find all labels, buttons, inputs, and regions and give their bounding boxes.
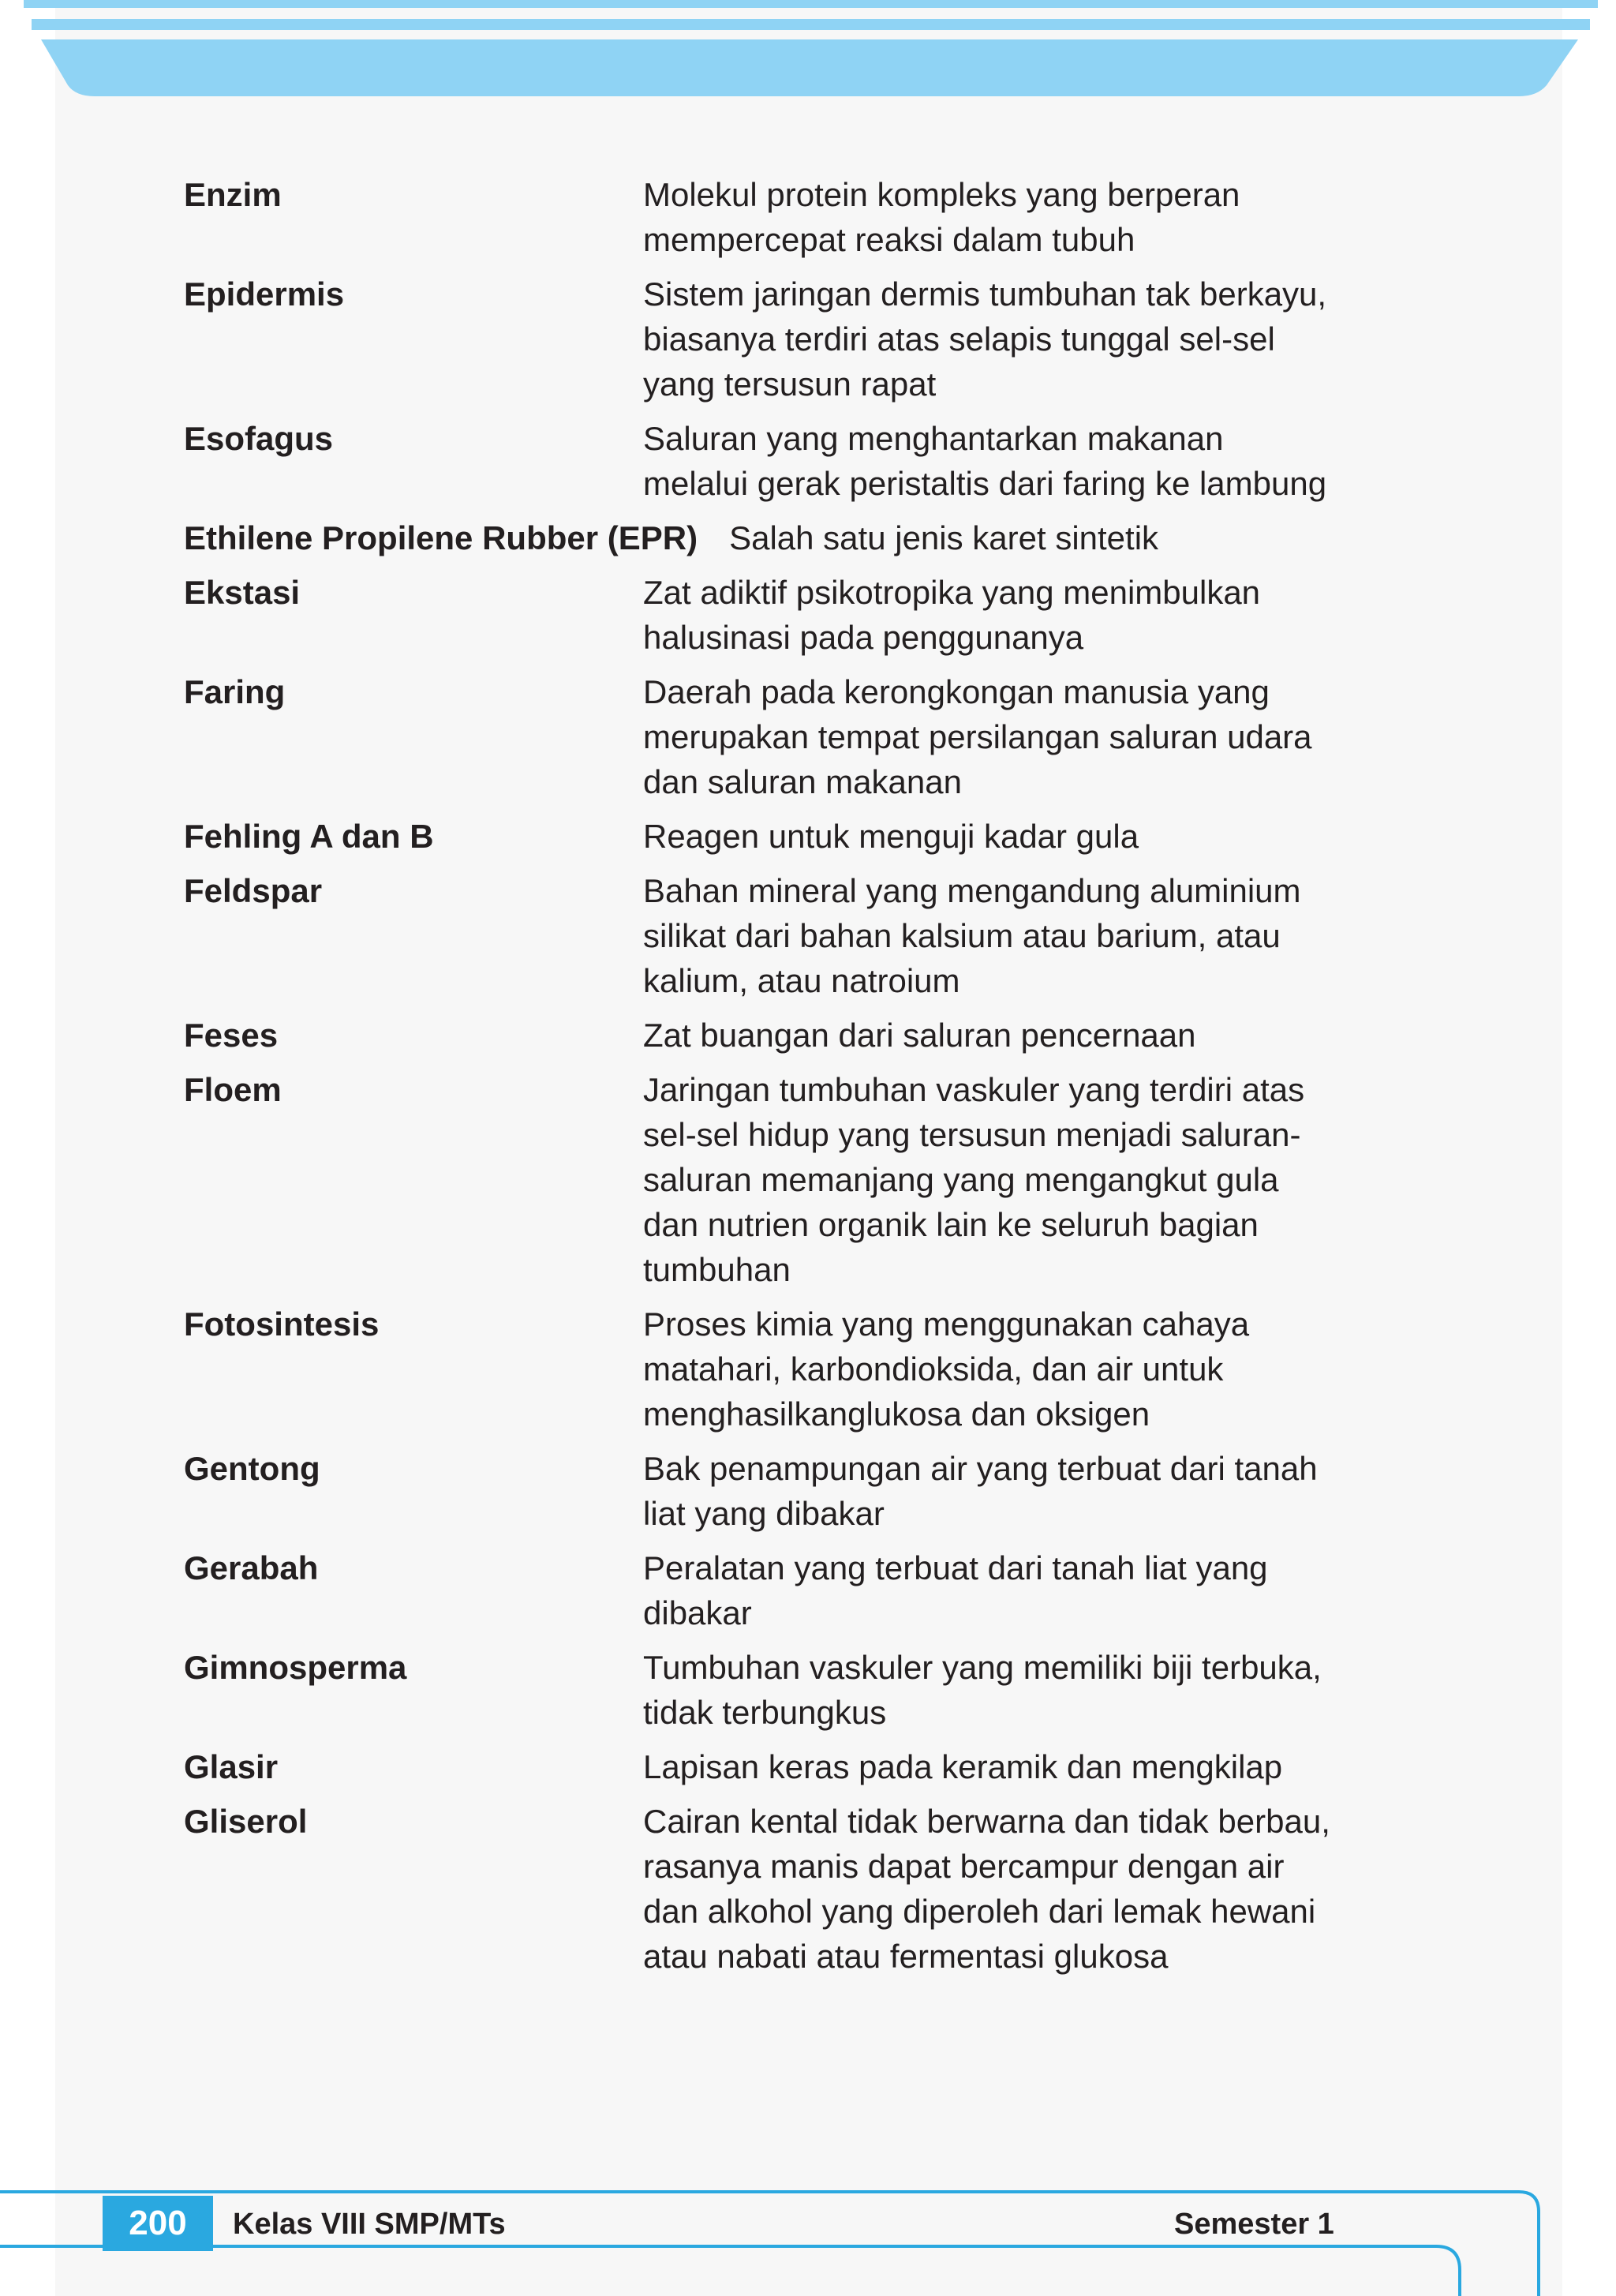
glossary-entry — [184, 416, 1415, 506]
glossary-term: Gliserol — [184, 1803, 308, 1840]
glossary-term: Ekstasi — [184, 574, 301, 611]
glossary-list — [184, 172, 1415, 1988]
header-band — [41, 39, 1578, 96]
glossary-definition: Reagen untuk menguji kadar gula — [643, 818, 1139, 855]
header-stripe-middle — [32, 19, 1590, 30]
glossary-entry — [184, 1744, 1415, 1789]
glossary-entry — [184, 1067, 1415, 1292]
header-decoration — [0, 0, 1616, 103]
semester-label: Semester 1 — [1174, 2208, 1334, 2241]
glossary-definition: Daerah pada kerongkongan manusia yang merupakan tempat persilangan saluran udara dan saluran makanan — [643, 673, 1312, 800]
glossary-term: Glasir — [184, 1748, 279, 1785]
glossary-entry — [184, 1799, 1415, 1979]
glossary-entry — [184, 814, 1415, 859]
glossary-entry — [184, 1645, 1415, 1735]
glossary-entry — [184, 669, 1415, 804]
glossary-term: Enzim — [184, 176, 282, 213]
glossary-term: Gerabah — [184, 1549, 319, 1586]
glossary-definition: Bak penampungan air yang terbuat dari tanah liat yang dibakar — [643, 1450, 1318, 1532]
glossary-entry — [184, 1446, 1415, 1536]
glossary-definition: Bahan mineral yang mengandung aluminium silikat dari bahan kalsium atau barium, atau kalium, atau natroium — [643, 872, 1301, 999]
glossary-entry — [184, 570, 1415, 660]
glossary-entry — [184, 1545, 1415, 1635]
glossary-term: Esofagus — [184, 420, 334, 457]
glossary-entry — [184, 1302, 1415, 1436]
glossary-definition: Lapisan keras pada keramik dan mengkilap — [643, 1748, 1283, 1785]
header-stripe-top — [24, 0, 1598, 8]
book-title: Kelas VIII SMP/MTs — [233, 2208, 506, 2241]
glossary-definition: Jaringan tumbuhan vaskuler yang terdiri atas sel-sel hidup yang tersusun menjadi saluran- saluran memanjang yang mengangkut gula dan nutrien organik lain ke seluruh bagian tumbuhan — [643, 1071, 1305, 1288]
glossary-definition: Molekul protein kompleks yang berperan mempercepat reaksi dalam tubuh — [643, 176, 1240, 258]
glossary-term: Feses — [184, 1017, 279, 1054]
glossary-term: Gimnosperma — [184, 1649, 407, 1686]
glossary-term: Feldspar — [184, 872, 323, 909]
glossary-term: Floem — [184, 1071, 282, 1108]
glossary-definition: Zat buangan dari saluran pencernaan — [643, 1017, 1196, 1054]
glossary-definition: Zat adiktif psikotropika yang menimbulkan halusinasi pada penggunanya — [643, 574, 1261, 656]
glossary-definition: Saluran yang menghantarkan makanan melalui gerak peristaltis dari faring ke lambung — [643, 420, 1327, 502]
glossary-entry — [184, 272, 1415, 406]
glossary-definition: Peralatan yang terbuat dari tanah liat yang dibakar — [643, 1549, 1268, 1631]
glossary-term: Epidermis — [184, 275, 345, 313]
glossary-term: Gentong — [184, 1450, 320, 1487]
glossary-term: Ethilene Propilene Rubber (EPR) — [184, 519, 698, 556]
glossary-definition: Sistem jaringan dermis tumbuhan tak berkayu, biasanya terdiri atas selapis tunggal sel-sel yang tersusun rapat — [643, 275, 1327, 403]
glossary-entry — [184, 515, 1415, 560]
glossary-entry — [184, 172, 1415, 262]
glossary-definition: Tumbuhan vaskuler yang memiliki biji terbuka, tidak terbungkus — [643, 1649, 1322, 1731]
glossary-term: Fehling A dan B — [184, 818, 434, 855]
glossary-definition: Cairan kental tidak berwarna dan tidak berbau, rasanya manis dapat bercampur dengan air dan alkohol yang diperoleh dari lemak hewani atau nabati atau fermentasi glukosa — [643, 1803, 1330, 1975]
glossary-entry — [184, 1013, 1415, 1058]
footer-border-inner — [0, 2246, 1460, 2296]
glossary-term: Faring — [184, 673, 286, 710]
glossary-definition: Proses kimia yang menggunakan cahaya matahari, karbondioksida, dan air untuk menghasilkanglukosa dan oksigen — [643, 1305, 1250, 1433]
page-number: 200 — [103, 2196, 213, 2251]
glossary-entry — [184, 868, 1415, 1003]
glossary-term: Fotosintesis — [184, 1305, 380, 1343]
glossary-definition: Salah satu jenis karet sintetik — [729, 519, 1159, 556]
